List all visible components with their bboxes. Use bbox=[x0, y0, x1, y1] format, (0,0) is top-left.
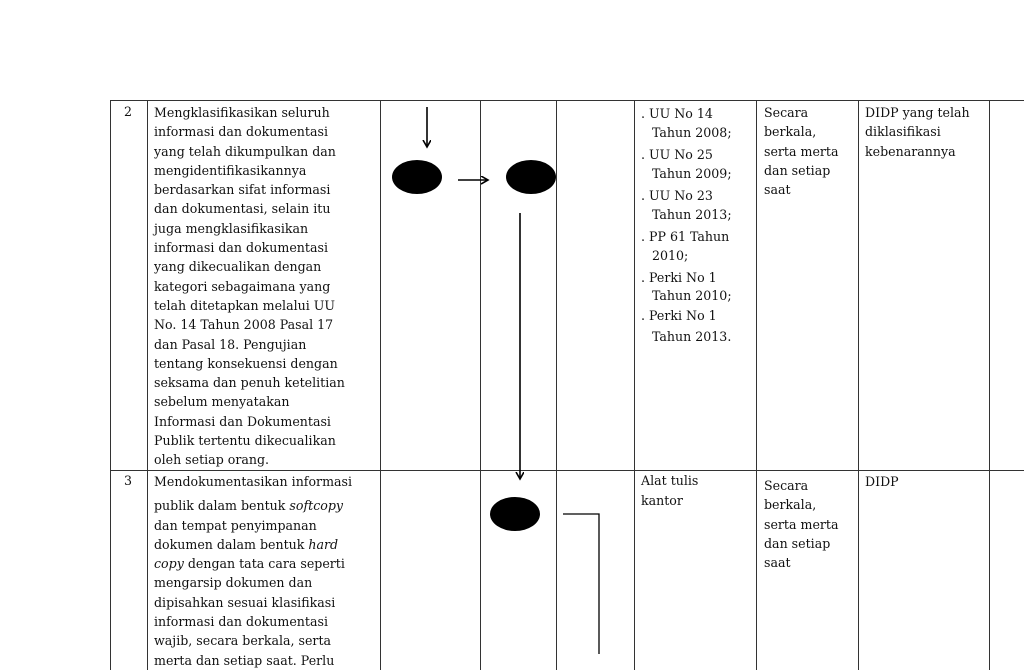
flow-node-document bbox=[490, 497, 540, 531]
reference-item: . PP 61 Tahun 2010; bbox=[641, 229, 730, 263]
output-description: DIDP yang telah diklasifikasi kebenarannya bbox=[865, 105, 970, 159]
reference-tools: Alat tulis kantor bbox=[641, 473, 699, 508]
reference-item: . UU No 14 Tahun 2008; bbox=[641, 106, 732, 140]
flow-node-classify-start bbox=[392, 160, 442, 194]
reference-item: . Perki No 1 Tahun 2010; bbox=[641, 270, 732, 303]
time-description: Secara berkala, serta merta dan setiap saat bbox=[764, 478, 839, 571]
activity-description: Mendokumentasikan informasi publik dalam bentuk softcopy dan tempat penyimpanan dokumen dalam bentuk hard copy dengan tata cara seperti mengarsip dokumen dan dipisahkan sesuai klasifikasi informasi dan dokumentasi wajib, secara berkala, serta merta dan setiap saat. Perlu bbox=[154, 474, 353, 668]
row-number: 2 bbox=[124, 104, 133, 119]
flow-node-classify-end bbox=[506, 160, 556, 194]
reference-item: . Perki No 1 Tahun 2013. bbox=[641, 308, 732, 344]
flow-connector bbox=[563, 514, 599, 654]
row-number: 3 bbox=[124, 473, 133, 488]
activity-description: Mengklasifikasikan seluruh informasi dan dokumentasi yang telah dikumpulkan dan mengidentifikasikannya berdasarkan sifat informasi dan dokumentasi, selain itu juga mengklasifikasikan informasi dan dokumentasi yang dikecualikan dengan kategori sebagaimana yang telah ditetapkan melalui UU No. 14 Tahun 2008 Pasal 17 dan Pasal 18. Pengujian tentang konsekuensi dengan seksama dan penuh ketelitian sebelum menyatakan Informasi dan Dokumentasi Publik tertentu dikecualikan oleh setiap orang. bbox=[154, 105, 345, 468]
reference-item: . UU No 25 Tahun 2009; bbox=[641, 147, 732, 181]
reference-item: . UU No 23 Tahun 2013; bbox=[641, 188, 732, 222]
output-description: DIDP bbox=[865, 474, 899, 489]
time-description: Secara berkala, serta merta dan setiap saat bbox=[764, 105, 839, 198]
